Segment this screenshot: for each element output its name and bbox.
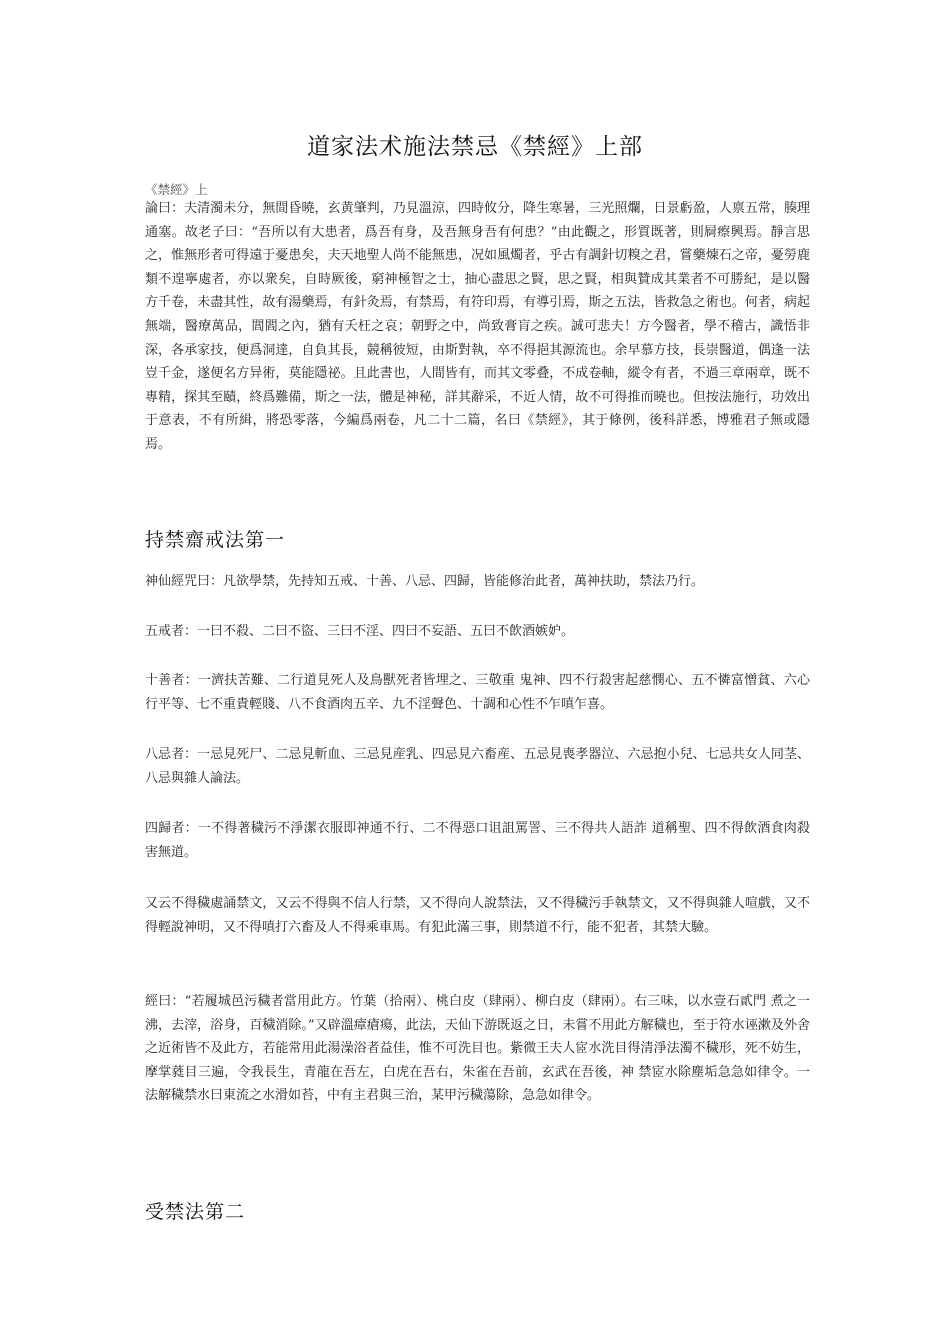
paragraph-ten-virtues: 十善者：一濟扶苦難、二行道見死人及鳥獸死者皆埋之、三敬重 鬼神、四不行殺害起慈憫心、五不憐富憎貧、六心行平等、七不重貴輕賤、八不食酒肉五辛、九不淫聲色、十調和心性不乍嗔乍喜。 [145,673,810,712]
document-subtitle: 《禁經》上 [145,182,208,197]
paragraph-scripture: 經曰：“若履城邑污穢者當用此方。竹葉（拾兩）、桃白皮（肆兩）、柳白皮（肆兩）。右三味，以水壹石貳門 煮之一沸，去滓，浴身，百穢消除。”又辟溫瘴瘡瘍，此法，天仙下游既返之日，未嘗不用此方解穢也，至于符水诬漱及外舍之近術皆不及此方，若能常用此湯澡浴者益佳，惟不可洗目也。紫微王夫人宧水洗目得清淨法濁不穢形，死不妨生，摩掌蕤目三遍，令我長生，青龍在吾左，白虎在吾右，朱雀在吾前，玄武在吾後，神 禁宧水除塵垢急急如律令。一法解穢禁水曰東流之水滑如苔，中有主君與三治，某甲污穢蕩除，急急如律令。 [145,994,810,1104]
paragraph-intro: 神仙經咒曰：凡欲學禁，先持知五戒、十善、八忌、四歸，皆能修治此者，萬神扶助，禁法乃行。 [145,574,705,589]
paragraph-four-refuges: 四歸者：一不得著穢污不淨潔衣服即神通不行、二不得惡口诅詛罵詈、三不得共人語詐 道稱聖、四不得飲酒食肉殺害無道。 [145,821,810,860]
paragraph-five-precepts: 五戒者：一曰不殺、二曰不盜、三曰不淫、四曰不妄語、五曰不飲酒嫉妒。 [145,624,575,639]
section-heading-2: 受禁法第二 [145,1201,246,1223]
paragraph-prohibitions: 又云不得穢處誦禁文，又云不得與不信人行禁，又不得向人說禁法，又不得穢污手執禁文，又不得與雜人喧戲，又不得輕說神明，又不得嗔打六畜及人不得乘車馬。有犯此滿三事，則禁道不行，能不犯者，其禁大驗。 [145,896,810,935]
preface-paragraph: 論曰：夫清濁未分，無間昏曉，玄黄肇判，乃見溫涼，四時攸分，降生寒暑，三光照爛，日景虧盈，人禀五常，腠理通塞。故老子曰：“吾所以有大患者，爲吾有身，及吾無身吾有何患？”由此觀之，形質既著，則屙瘵興焉。靜言思之，惟無形者可得遠于憂患矣，夫天地聖人尚不能無患，况如風燭者，乎古有調針切糗之君，嘗藥煉石之帝，憂勞鹿類不遑寧處者，亦以衆矣，自時厥後，窮神極智之士，抽心盡思之賢，思之賢，相與贊成其業者不可勝紀，是以醫 方千卷，未盡其性，故有湯藥焉，有針灸焉，有禁焉，有符印焉，有導引焉，斯之五法，皆救急之術也。何者，病起無端，醫療萬品，閭閻之內，猶有夭枉之哀；朝野之中，尚致膏肓之疾。誠可悲夫！方今醫者，學不稽古，識悟非深，各承家技，便爲洞達，自負其長，競稱彼短，由斯對執，卒不得挹其源流也。余早慕方技，長崇醫道，偶逢一法豈千金，遂便名方异術，莫能隱祕。且此書也，人間皆有，而其文零叠，不成卷軸，縱令有者，不過三章兩章，既不專精，探其至賾，終爲難備，斯之一法，體是神秘，詳其辭采，不近人情，故不可得推而曉也。但按法施行，功效出于意表，不有所緝，將恐零落，今編爲兩卷，凡二十二篇，名曰《禁經》，其于條例，後科詳悉，博雅君子無或隱焉。 [145,201,810,452]
section-heading-1: 持禁齋戒法第一 [145,529,286,551]
paragraph-eight-taboos: 八忌者：一忌見死尸、二忌見斬血、三忌見産乳、四忌見六畜産、五忌見喪孝器泣、六忌抱小兒、七忌共女人同茎、八忌與雜人論法。 [145,747,810,786]
document-title: 道家法术施法禁忌《禁經》上部 [307,134,643,160]
